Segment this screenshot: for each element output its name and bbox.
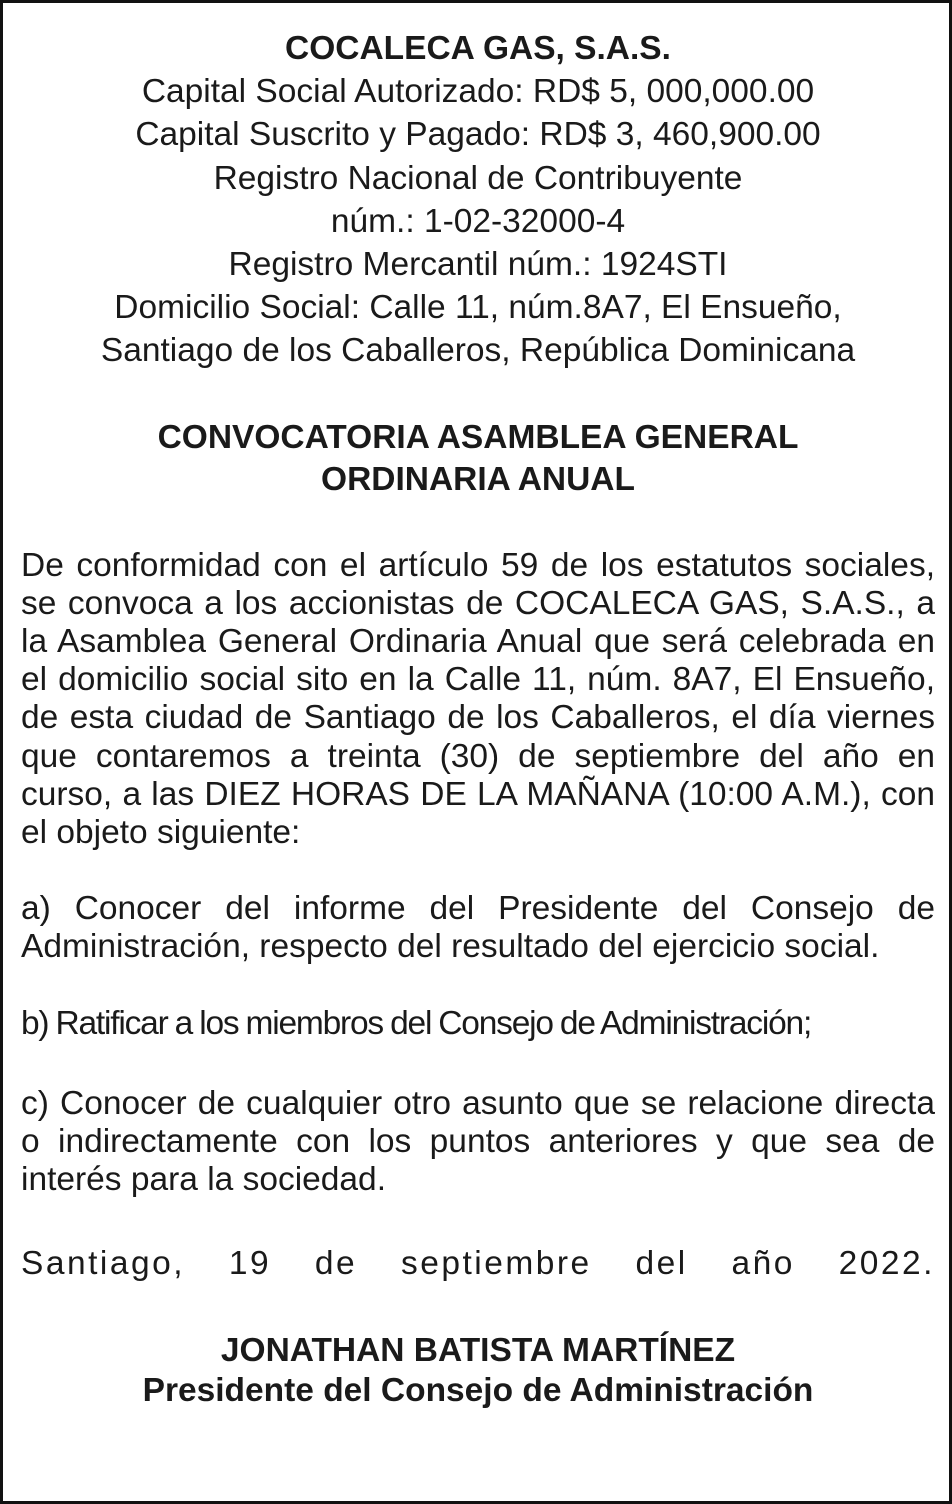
agenda-item-a: a) Conocer del informe del Presidente del Consejo de Administración, respecto del resultado del ejercicio social. — [21, 890, 935, 966]
place-and-date: Santiago, 19 de septiembre del año 2022. — [21, 1245, 935, 1283]
notice-title-line-2: ORDINARIA ANUAL — [321, 460, 635, 498]
capital-suscrito: Capital Suscrito y Pagado: RD$ 3, 460,900.00 — [135, 116, 821, 154]
rnc-number: núm.: 1-02-32000-4 — [330, 202, 626, 240]
domicilio-line-1: Domicilio Social: Calle 11, núm.8A7, El Ensueño, — [114, 289, 842, 327]
intro-paragraph: De conformidad con el artículo 59 de los estatutos sociales, se convoca a los accionistas de COCALECA GAS, S.A.S., a la Asamblea General Ordinaria Anual que será celebrada en el domicilio social sito en la Calle 11, núm. 8A7, El Ensueño, de esta ciudad de Santiago de los Caballeros, el día viernes que contaremos a treinta (30) de septiembre del año en curso, a las DIEZ HORAS DE LA MAÑANA (10:00 A.M.), con el objeto siguiente: — [21, 546, 935, 852]
signatory-name: JONATHAN BATISTA MARTÍNEZ — [220, 1332, 736, 1370]
signature-block — [21, 1331, 935, 1411]
company-name: COCALECA GAS, S.A.S. — [285, 30, 671, 67]
rnc-label: Registro Nacional de Contribuyente — [213, 159, 743, 197]
company-header — [21, 27, 935, 373]
signatory-role: Presidente del Consejo de Administración — [142, 1372, 814, 1410]
notice-title — [21, 417, 935, 501]
registro-mercantil: Registro Mercantil núm.: 1924STI — [228, 246, 728, 284]
notice-content — [21, 27, 935, 1411]
notice-title-line-1: CONVOCATORIA ASAMBLEA GENERAL — [157, 418, 799, 456]
agenda-item-b: b) Ratificar a los miembros del Consejo de Administración; — [21, 1004, 812, 1042]
domicilio-line-2: Santiago de los Caballeros, República Dominicana — [100, 332, 856, 370]
capital-autorizado: Capital Social Autorizado: RD$ 5, 000,000.00 — [141, 73, 815, 111]
agenda-item-c: c) Conocer de cualquier otro asunto que se relacione directa o indirectamente con los puntos anteriores y que sea de interés para la sociedad. — [21, 1084, 935, 1199]
